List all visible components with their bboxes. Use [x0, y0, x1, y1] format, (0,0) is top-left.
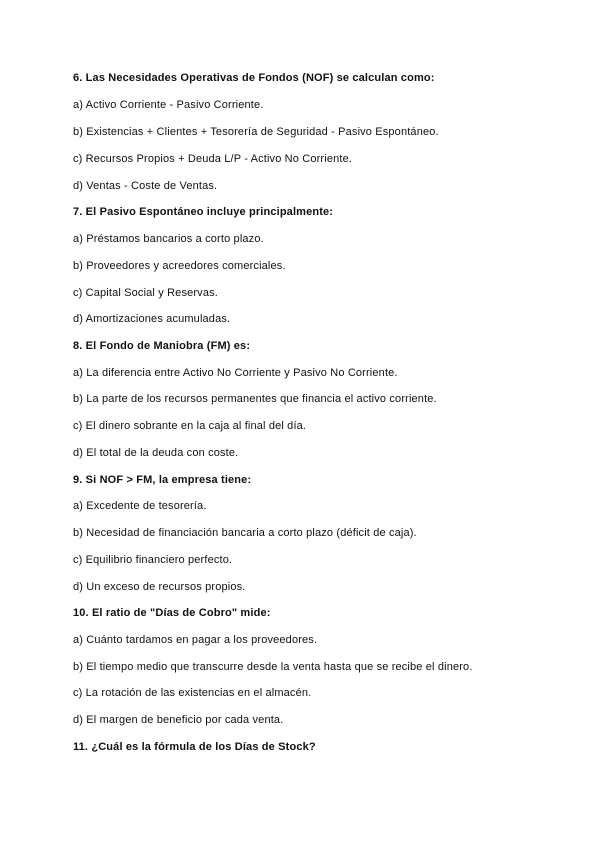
question-8-option-d: d) El total de la deuda con coste. — [73, 447, 239, 459]
question-9-option-b: b) Necesidad de financiación bancaria a corto plazo (déficit de caja). — [73, 527, 417, 539]
question-11-title: 11. ¿Cuál es la fórmula de los Días de Stock? — [73, 741, 316, 753]
question-9-option-d: d) Un exceso de recursos propios. — [73, 581, 246, 593]
question-7-title: 7. El Pasivo Espontáneo incluye principalmente: — [73, 206, 334, 218]
question-6-title: 6. Las Necesidades Operativas de Fondos (NOF) se calculan como: — [73, 72, 435, 84]
question-9-option-a: a) Excedente de tesorería. — [73, 500, 207, 512]
question-6-option-a: a) Activo Corriente - Pasivo Corriente. — [73, 99, 264, 111]
question-10-option-a: a) Cuánto tardamos en pagar a los proveedores. — [73, 634, 318, 646]
question-8-option-c: c) El dinero sobrante en la caja al final del día. — [73, 420, 307, 432]
question-10-option-d: d) El margen de beneficio por cada venta. — [73, 714, 284, 726]
question-9-option-c: c) Equilibrio financiero perfecto. — [73, 554, 233, 566]
question-7-option-b: b) Proveedores y acreedores comerciales. — [73, 260, 286, 272]
question-7-option-c: c) Capital Social y Reservas. — [73, 287, 218, 299]
question-6-option-b: b) Existencias + Clientes + Tesorería de Seguridad - Pasivo Espontáneo. — [73, 126, 439, 138]
question-6-option-c: c) Recursos Propios + Deuda L/P - Activo No Corriente. — [73, 153, 353, 165]
question-8-title: 8. El Fondo de Maniobra (FM) es: — [73, 340, 251, 352]
question-10-option-b: b) El tiempo medio que transcurre desde la venta hasta que se recibe el dinero. — [73, 661, 473, 673]
question-7-option-a: a) Préstamos bancarios a corto plazo. — [73, 233, 264, 245]
question-10-option-c: c) La rotación de las existencias en el almacén. — [73, 687, 312, 699]
question-7-option-d: d) Amortizaciones acumuladas. — [73, 313, 231, 325]
question-8-option-b: b) La parte de los recursos permanentes que financia el activo corriente. — [73, 393, 437, 405]
question-10-title: 10. El ratio de "Días de Cobro" mide: — [73, 607, 271, 619]
question-6-option-d: d) Ventas - Coste de Ventas. — [73, 180, 218, 192]
question-8-option-a: a) La diferencia entre Activo No Corriente y Pasivo No Corriente. — [73, 367, 398, 379]
question-9-title: 9. Si NOF > FM, la empresa tiene: — [73, 474, 252, 486]
